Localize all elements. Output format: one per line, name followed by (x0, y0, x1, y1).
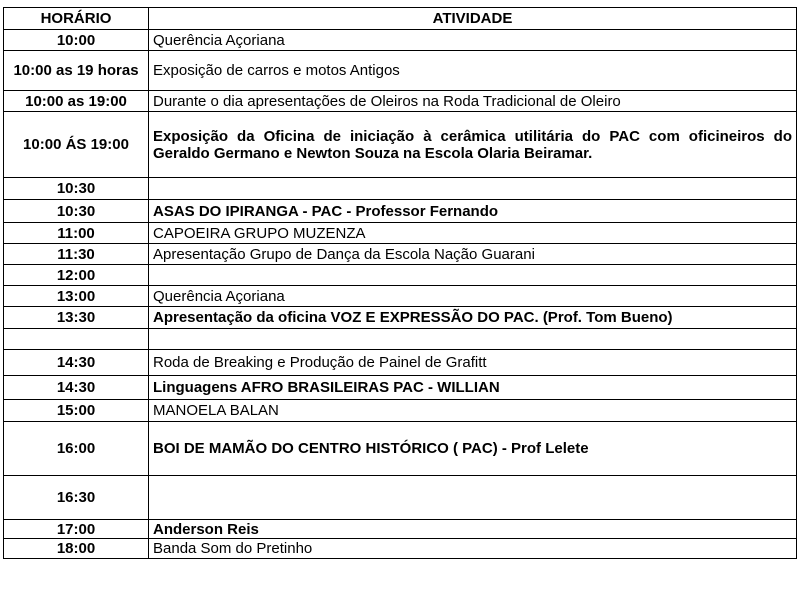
row-activity: Apresentação Grupo de Dança da Escola Nação Guarani (149, 244, 797, 265)
row-activity: CAPOEIRA GRUPO MUZENZA (149, 223, 797, 244)
table-row (4, 265, 797, 286)
table-row (4, 51, 797, 91)
row-activity: Durante o dia apresentações de Oleiros na Roda Tradicional de Oleiro (149, 91, 797, 112)
row-activity (149, 476, 797, 520)
row-activity: Linguagens AFRO BRASILEIRAS PAC - WILLIAN (149, 376, 797, 400)
row-activity: Querência Açoriana (149, 30, 797, 51)
row-activity: ASAS DO IPIRANGA - PAC - Professor Fernando (149, 200, 797, 223)
row-activity (149, 265, 797, 286)
row-time: 13:00 (4, 286, 149, 307)
table-row (4, 376, 797, 400)
row-activity: Querência Açoriana (149, 286, 797, 307)
row-activity: MANOELA BALAN (149, 400, 797, 422)
row-time: 14:30 (4, 350, 149, 376)
row-activity (149, 178, 797, 200)
row-time: 14:30 (4, 376, 149, 400)
row-time: 17:00 (4, 520, 149, 539)
table-row (4, 539, 797, 559)
row-time: 10:00 as 19 horas (4, 51, 149, 91)
header-activity: ATIVIDADE (149, 8, 797, 30)
row-activity: BOI DE MAMÃO DO CENTRO HISTÓRICO ( PAC) - Prof Lelete (149, 422, 797, 476)
table-row (4, 350, 797, 376)
row-time: 18:00 (4, 539, 149, 559)
row-time: 10:00 (4, 30, 149, 51)
table-row (4, 91, 797, 112)
table-row (4, 223, 797, 244)
table-row (4, 476, 797, 520)
schedule-document (3, 7, 796, 559)
row-activity: Exposição da Oficina de iniciação à cerâmica utilitária do PAC com oficineiros do Geraldo Germano e Newton Souza na Escola Olaria Beiramar. (149, 112, 797, 178)
row-activity: Anderson Reis (149, 520, 797, 539)
row-time: 12:00 (4, 265, 149, 286)
row-time: 16:00 (4, 422, 149, 476)
row-time: 11:30 (4, 244, 149, 265)
row-activity (149, 329, 797, 350)
row-time (4, 329, 149, 350)
table-row (4, 244, 797, 265)
row-time: 10:30 (4, 178, 149, 200)
table-row (4, 400, 797, 422)
row-time: 13:30 (4, 307, 149, 329)
table-row (4, 329, 797, 350)
row-time: 10:00 as 19:00 (4, 91, 149, 112)
table-row (4, 307, 797, 329)
table-row (4, 286, 797, 307)
table-row (4, 112, 797, 178)
row-time: 10:30 (4, 200, 149, 223)
row-activity: Roda de Breaking e Produção de Painel de Grafitt (149, 350, 797, 376)
table-row (4, 200, 797, 223)
row-activity: Apresentação da oficina VOZ E EXPRESSÃO DO PAC. (Prof. Tom Bueno) (149, 307, 797, 329)
header-time: HORÁRIO (4, 8, 149, 30)
table-row (4, 178, 797, 200)
row-activity: Exposição de carros e motos Antigos (149, 51, 797, 91)
table-row (4, 30, 797, 51)
row-time: 10:00 ÁS 19:00 (4, 112, 149, 178)
row-time: 16:30 (4, 476, 149, 520)
row-time: 11:00 (4, 223, 149, 244)
table-header-row (4, 8, 797, 30)
row-time: 15:00 (4, 400, 149, 422)
row-activity: Banda Som do Pretinho (149, 539, 797, 559)
schedule-table (3, 7, 797, 559)
table-row (4, 520, 797, 539)
table-row (4, 422, 797, 476)
